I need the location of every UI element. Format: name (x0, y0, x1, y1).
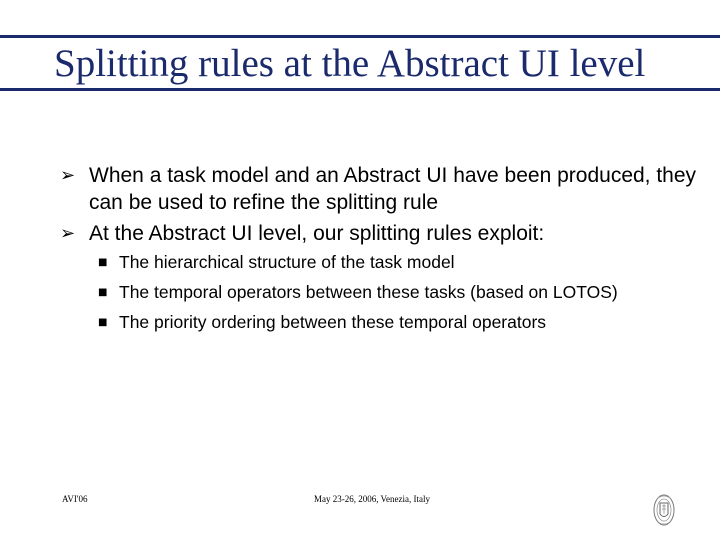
square-bullet-icon: ■ (98, 287, 108, 298)
arrow-bullet-icon: ➢ (60, 223, 76, 244)
bullet-list (60, 162, 700, 341)
sub-bullet-text: The priority ordering between these temporal operators (119, 312, 547, 332)
sub-bullet-item (98, 311, 700, 334)
sub-bullet-text: The temporal operators between these tasks (based on LOTOS) (119, 282, 618, 302)
bullet-item (60, 162, 700, 216)
sub-bullet-text: The hierarchical structure of the task model (119, 252, 455, 272)
square-bullet-icon: ■ (98, 257, 108, 268)
square-bullet-icon: ■ (98, 317, 108, 328)
bullet-item (60, 220, 700, 247)
title-rule-top (0, 35, 720, 38)
sub-bullet-list (98, 251, 700, 334)
sub-bullet-item (98, 281, 700, 304)
title-rule-bottom (0, 88, 720, 91)
slide-title: Splitting rules at the Abstract UI level (54, 42, 646, 85)
footer-conference: AVI'06 (62, 494, 88, 504)
bullet-text: When a task model and an Abstract UI have been produced, they can be used to refine the splitting rule (89, 164, 697, 214)
sub-bullet-item (98, 251, 700, 274)
bullet-text: At the Abstract UI level, our splitting rules exploit: (89, 222, 545, 245)
university-seal-icon (652, 492, 676, 528)
footer-date-location: May 23-26, 2006, Venezia, Italy (313, 494, 431, 504)
arrow-bullet-icon: ➢ (60, 165, 76, 186)
